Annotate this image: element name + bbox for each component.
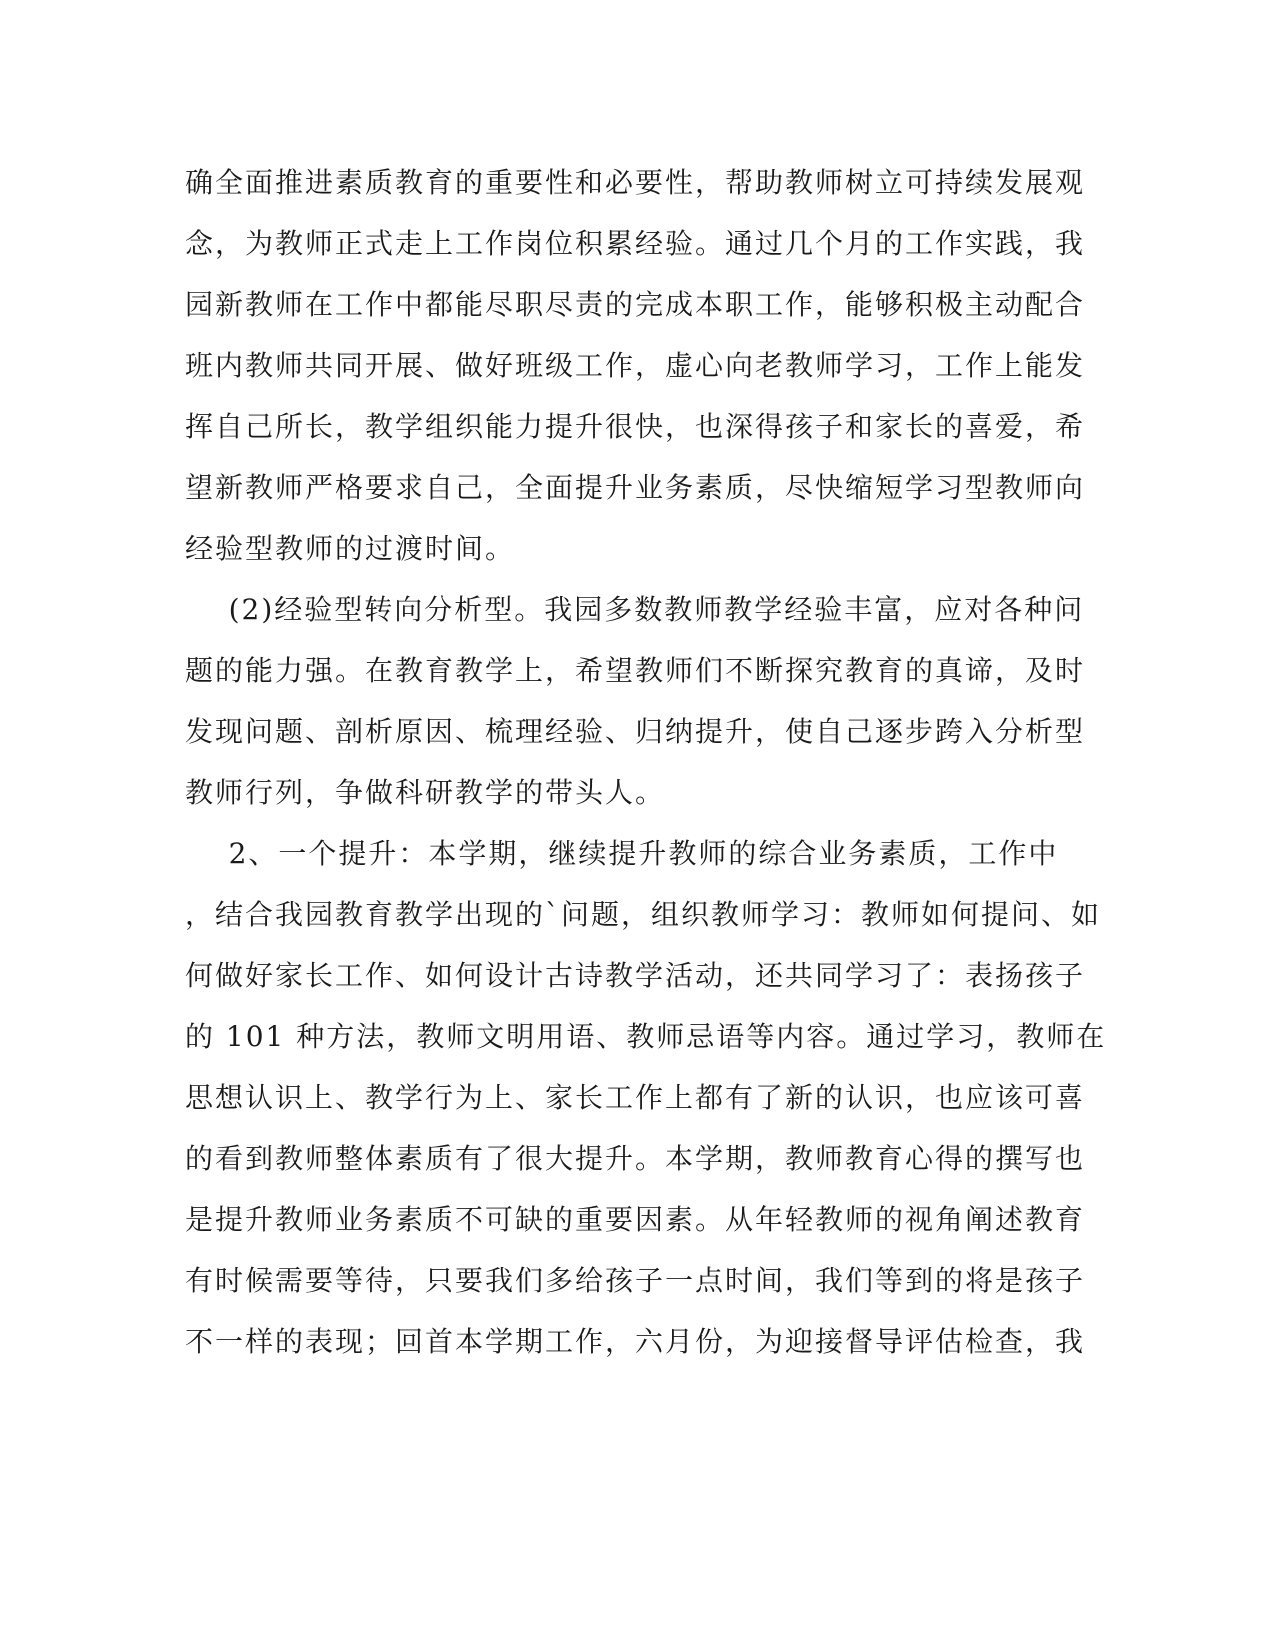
text-line: 何做好家长工作、如何设计古诗教学活动，还共同学习了：表扬孩子: [185, 959, 1086, 992]
text-line: 园新教师在工作中都能尽职尽责的完成本职工作，能够积极主动配合: [185, 288, 1086, 321]
document-body: [185, 160, 1107, 1380]
text-line: 不一样的表现；回首本学期工作，六月份，为迎接督导评估检查，我: [185, 1325, 1086, 1358]
text-line: 挥自己所长，教学组织能力提升很快，也深得孩子和家长的喜爱，希: [185, 410, 1086, 443]
text-line: 的 101 种方法，教师文明用语、教师忌语等内容。通过学习，教师在: [185, 1020, 1107, 1053]
text-line: 念，为教师正式走上工作岗位积累经验。通过几个月的工作实践，我: [185, 227, 1086, 260]
text-line: ，结合我园教育教学出现的`问题，组织教师学习：教师如何提问、如: [185, 898, 1102, 931]
text-line: 经验型教师的过渡时间。: [185, 532, 516, 565]
text-line: 有时候需要等待，只要我们多给孩子一点时间，我们等到的将是孩子: [185, 1264, 1086, 1297]
text-line: 教师行列，争做科研教学的带头人。: [185, 776, 666, 809]
text-line: 发现问题、剖析原因、梳理经验、归纳提升，使自己逐步跨入分析型: [185, 715, 1086, 748]
text-line: 2、一个提升：本学期，继续提升教师的综合业务素质，工作中: [185, 837, 1059, 870]
text-line: 确全面推进素质教育的重要性和必要性，帮助教师树立可持续发展观: [185, 166, 1086, 199]
text-line: 题的能力强。在教育教学上，希望教师们不断探究教育的真谛，及时: [185, 654, 1086, 687]
text-line: 班内教师共同开展、做好班级工作，虚心向老教师学习，工作上能发: [185, 349, 1086, 382]
text-line: 的看到教师整体素质有了很大提升。本学期，教师教育心得的撰写也: [185, 1142, 1086, 1175]
text-line: 思想认识上、教学行为上、家长工作上都有了新的认识，也应该可喜: [185, 1081, 1086, 1114]
text-line: (2)经验型转向分析型。我园多数教师教学经验丰富，应对各种问: [185, 593, 1085, 626]
text-line: 是提升教师业务素质不可缺的重要因素。从年轻教师的视角阐述教育: [185, 1203, 1086, 1236]
text-line: 望新教师严格要求自己，全面提升业务素质，尽快缩短学习型教师向: [185, 471, 1086, 504]
